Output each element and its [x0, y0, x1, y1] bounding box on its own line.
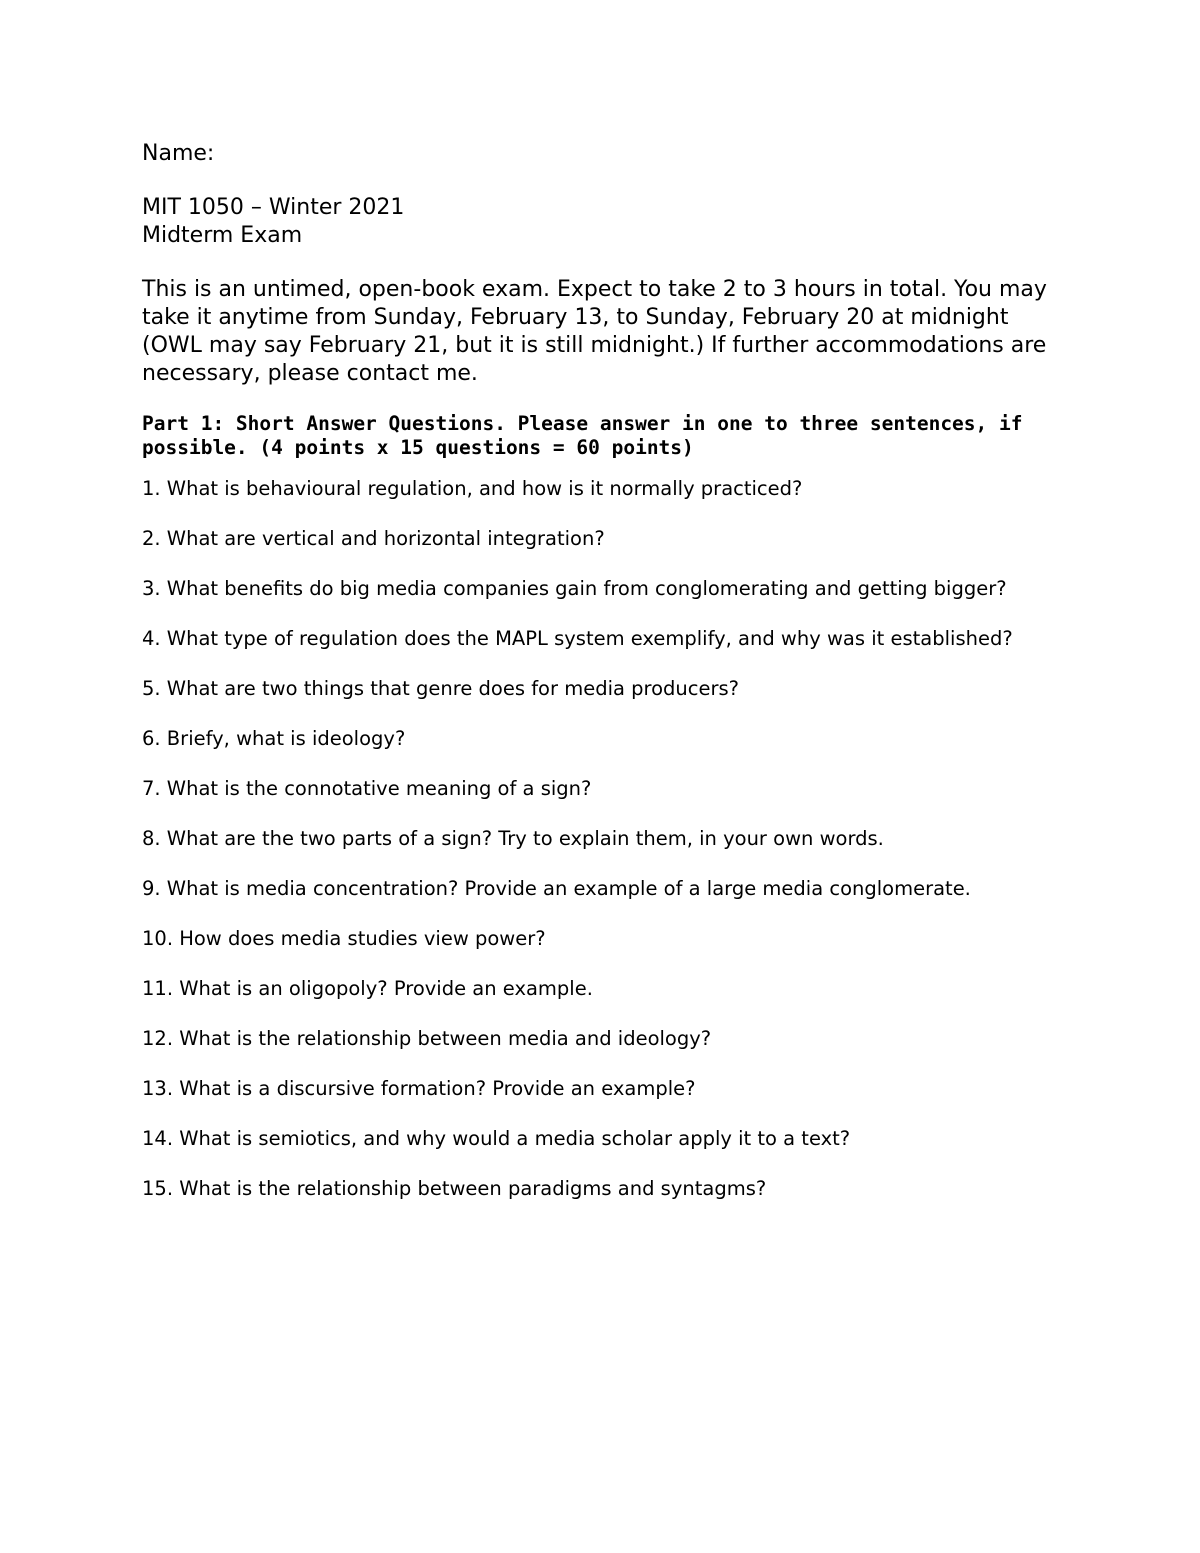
exam-instructions: This is an untimed, open-book exam. Expect to take 2 to 3 hours in total. You may take it anytime from Sunday, February 13, to Sunday, February 20 at midnight (OWL may say February 21, but it is still midnight.) If further accommodations are necessary, please contact me.: [142, 277, 1047, 386]
question-item: 8. What are the two parts of a sign? Try to explain them, in your own words.: [142, 827, 884, 850]
question-item: 11. What is an oligopoly? Provide an example.: [142, 977, 593, 1000]
question-item: 7. What is the connotative meaning of a sign?: [142, 777, 592, 800]
part-1-heading: Part 1: Short Answer Questions. Please answer in one to three sentences, if possible. (4 points x 15 questions = 60 points): [142, 412, 1023, 459]
question-item: 6. Briefy, what is ideology?: [142, 727, 406, 750]
course-title: MIT 1050 – Winter 2021: [142, 195, 405, 220]
exam-title: Midterm Exam: [142, 223, 303, 248]
question-item: 10. How does media studies view power?: [142, 927, 546, 950]
question-item: 4. What type of regulation does the MAPL system exemplify, and why was it established?: [142, 627, 1013, 650]
question-item: 15. What is the relationship between paradigms and syntagms?: [142, 1177, 767, 1200]
question-list: [142, 476, 1082, 1201]
question-item: 1. What is behavioural regulation, and how is it normally practiced?: [142, 477, 803, 500]
question-item: 3. What benefits do big media companies gain from conglomerating and getting bigger?: [142, 577, 1007, 600]
name-label: Name:: [142, 141, 215, 166]
question-item: 9. What is media concentration? Provide an example of a large media conglomerate.: [142, 877, 971, 900]
question-item: 2. What are vertical and horizontal integration?: [142, 527, 605, 550]
question-item: 13. What is a discursive formation? Provide an example?: [142, 1077, 696, 1100]
question-item: 12. What is the relationship between media and ideology?: [142, 1027, 712, 1050]
exam-document: [142, 140, 1082, 1226]
question-item: 14. What is semiotics, and why would a media scholar apply it to a text?: [142, 1127, 851, 1150]
question-item: 5. What are two things that genre does for media producers?: [142, 677, 740, 700]
